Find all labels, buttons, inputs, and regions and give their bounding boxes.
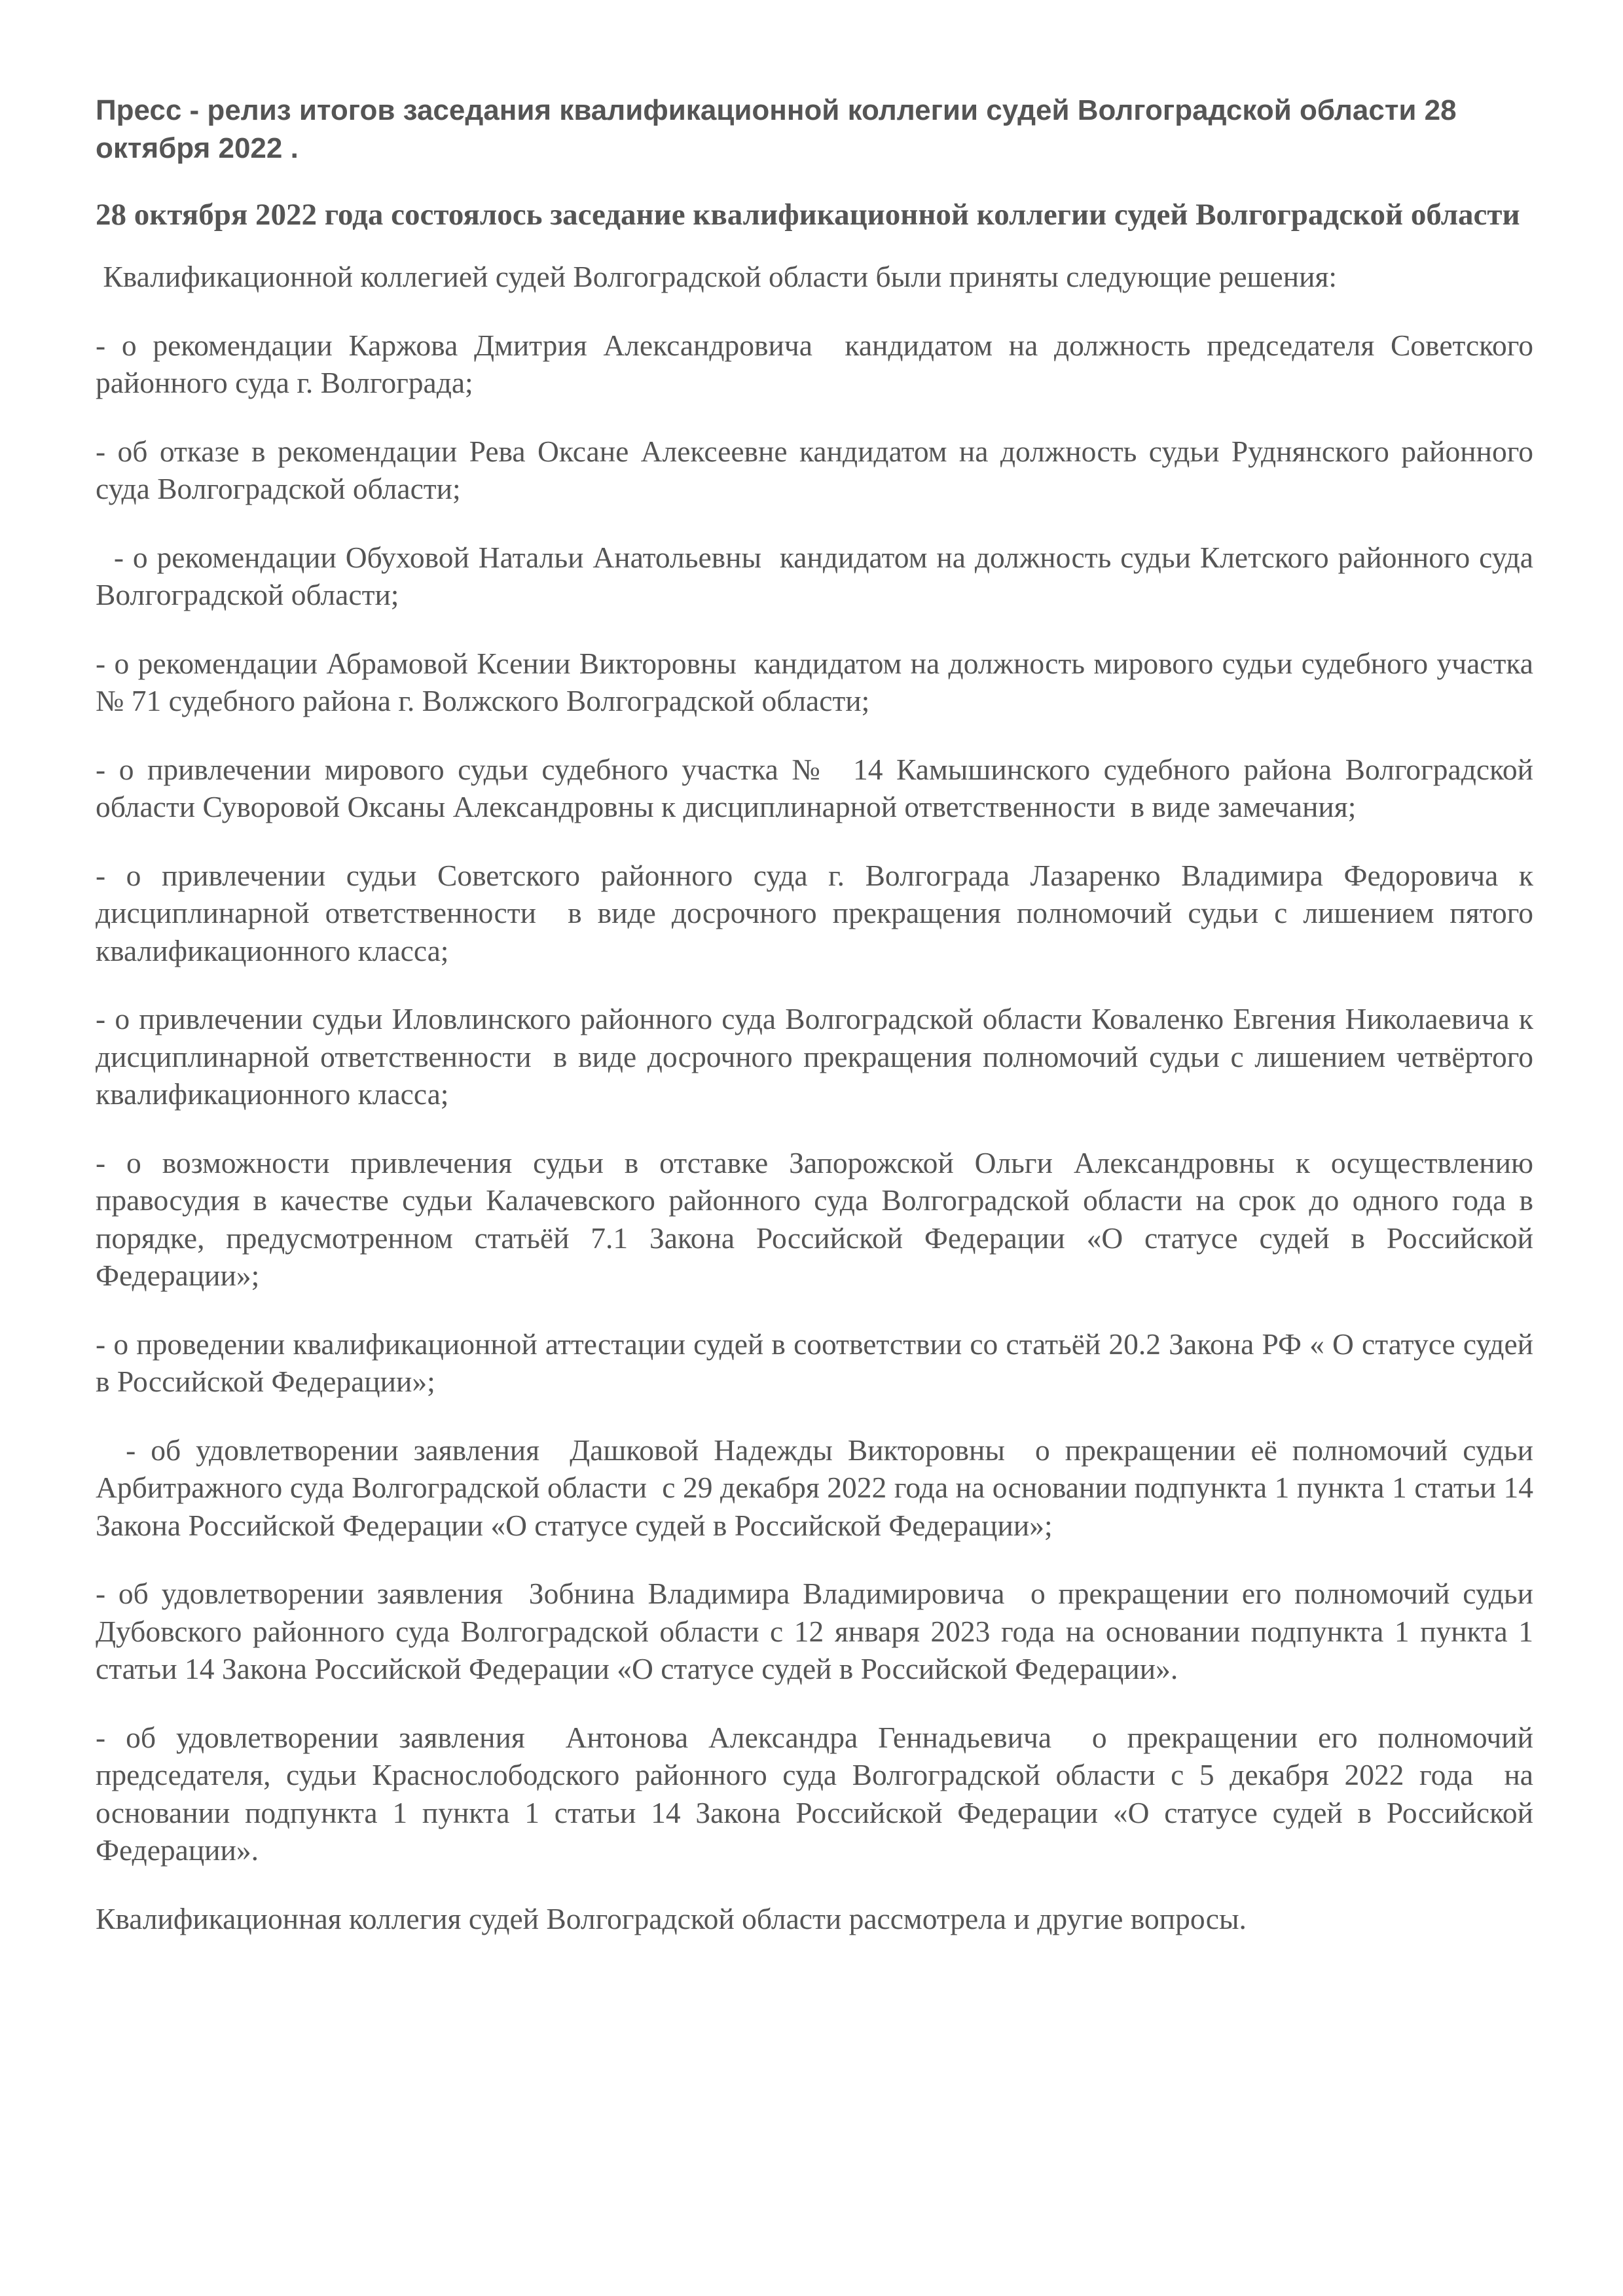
decision-item: - об удовлетворении заявления Зобнина Владимира Владимировича о прекращении его полномочий судьи Дубовского районного суда Волгоградской области с 12 января 2023 года на основании подпункта 1 пункта 1 статьи 14 Закона Российской Федерации «О статусе судей в Российской Федерации». — [96, 1577, 1541, 1685]
decision-item: - об отказе в рекомендации Рева Оксане Алексеевне кандидатом на должность судьи Руднянского районного суда Волгоградской области; — [96, 434, 1541, 505]
decision-item: - о привлечении судьи Иловлинского районного суда Волгоградской области Коваленко Евгения Николаевича к дисциплинарной ответственности в виде досрочного прекращения полномочий судьи с лишением четвёртого квалификационного класса; — [96, 1002, 1541, 1111]
decision-item: - о рекомендации Абрамовой Ксении Викторовны кандидатом на должность мирового судьи судебного участка № 71 судебного района г. Волжского Волгоградской области; — [96, 646, 1541, 717]
decisions-list — [96, 327, 1541, 1869]
decision-item: - о возможности привлечения судьи в отставке Запорожской Ольги Александровны к осуществлению правосудия в качестве судьи Калачевского районного суда Волгоградской области на срок до одного года в порядке, предусмотренном статьёй 7.1 Закона Российской Федерации «О статусе судей в Российской Федерации»; — [96, 1145, 1541, 1292]
press-release-title: Пресс - релиз итогов заседания квалификационной коллегии судей Волгоградской области 28 октября 2022 . — [96, 94, 1457, 164]
decision-item: - о рекомендации Каржова Дмитрия Александровича кандидатом на должность председателя Советского районного суда г. Волгограда; — [96, 328, 1541, 399]
document-page — [96, 92, 1541, 1937]
decision-item: - о рекомендации Обуховой Натальи Анатольевны кандидатом на должность судьи Клетского районного суда Волгоградской области; — [96, 540, 1541, 611]
decision-item: - об удовлетворении заявления Антонова Александра Геннадьевича о прекращении его полномочий председателя, судьи Краснослободского районного суда Волгоградской области с 5 декабря 2022 года на основании подпункта 1 пункта 1 статьи 14 Закона Российской Федерации «О статусе судей в Российской Федерации». — [96, 1720, 1541, 1867]
meeting-summary-heading: 28 октября 2022 года состоялось заседание квалификационной коллегии судей Волгоградской области — [96, 198, 1520, 232]
decision-item: - о проведении квалификационной аттестации судей в соответствии со статьёй 20.2 Закона РФ « О статусе судей в Российской Федерации»; — [96, 1327, 1541, 1398]
decision-item: - об удовлетворении заявления Дашковой Надежды Викторовны о прекращении её полномочий судьи Арбитражного суда Волгоградской области с 29 декабря 2022 года на основании подпункта 1 пункта 1 статьи 14 Закона Российской Федерации «О статусе судей в Российской Федерации»; — [96, 1433, 1541, 1542]
decision-item: - о привлечении судьи Советского районного суда г. Волгограда Лазаренко Владимира Федоровича к дисциплинарной ответственности в виде досрочного прекращения полномочий судьи с лишением пятого квалификационного класса; — [96, 858, 1541, 967]
closing-paragraph: Квалификационная коллегия судей Волгоградской области рассмотрела и другие вопросы. — [96, 1901, 1247, 1935]
decision-item: - о привлечении мирового судьи судебного участка № 14 Камышинского судебного района Волгоградской области Суворовой Оксаны Александровны к дисциплинарной ответственности в виде замечания; — [96, 752, 1541, 823]
decisions-intro: Квалификационной коллегией судей Волгоградской области были приняты следующие решения: — [96, 260, 1338, 293]
